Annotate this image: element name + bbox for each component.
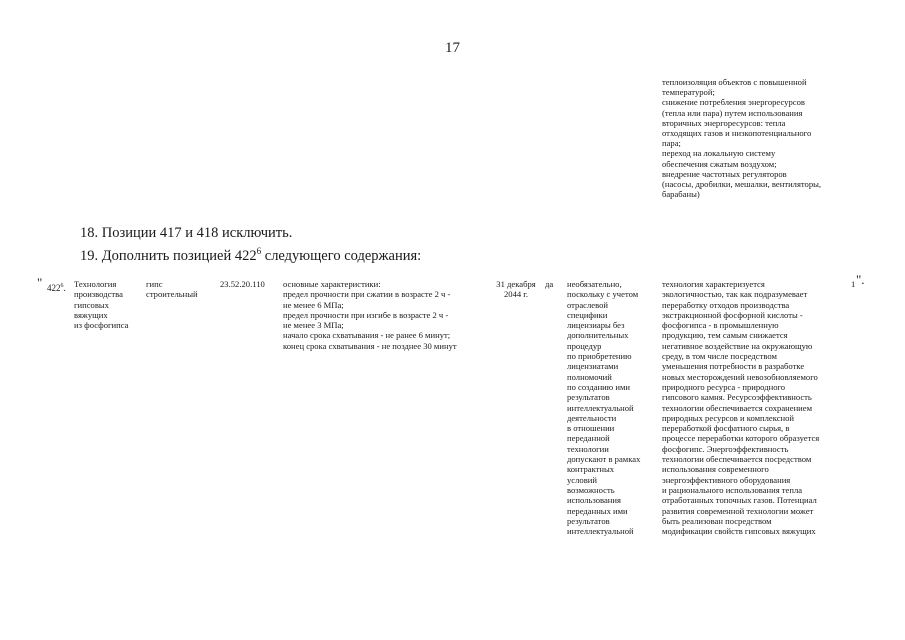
product-type-cell: гипс строительный <box>146 279 198 300</box>
technology-name-cell: Технология производства гипсовых вяжущих из фосфогипса <box>74 279 129 331</box>
date-cell: 31 декабря 2044 г. <box>496 279 536 300</box>
position-number-dot: . <box>63 283 66 293</box>
last-column-cell: 1 <box>851 279 856 289</box>
licensing-note-cell: необязательно, поскольку с учетом отраслевой специфики лицензиары без дополнительных процедур по приобретению лицензиатами полномочий по созданию ими результатов интеллектуальной деятельности в отношении переданной технологии допускают в рамках контрактных условий возможность использования переданных ими результатов интеллектуальной <box>567 279 641 537</box>
page-number: 17 <box>445 40 460 56</box>
position-number-superscript: 6 <box>60 283 64 289</box>
amendment-item-18: 18. Позиции 417 и 418 исключить. <box>80 225 293 241</box>
closing-quote: ". <box>856 272 865 287</box>
continuation-text: теплоизоляция объектов с повышенной температурой; снижение потребления энергоресурсов (тепла или пара) путем использования вторичных энергоресурсов: тепла отходящих газов и низкопотенциального пара; переход на локальную систему обеспечения сжатым воздухом; внедрение частотных регуляторов (насосы, дробилки, мешалки, вентиляторы, барабаны) <box>662 77 822 200</box>
amendment-item-19-prefix: 19. Дополнить позицией 422 <box>80 248 257 264</box>
position-number-value: 422 <box>47 283 61 293</box>
flag-cell: да <box>545 279 554 289</box>
description-cell: технология характеризуется экологичностью, так как подразумевает переработку отходов производства экстракционной фосфорной кислоты - фосфогипса - в промышленную продукцию, тем самым снижается негативное воздействие на окружающую среду, в том числе посредством уменьшения потребности в разработке новых месторождений невозобновляемого природного ресурса - природного гипсового камня. Ресурсоэффективность технологии обеспечивается сохранением природных ресурсов и комплексной переработкой фосфатного сырья, в процессе переработки которого образуется фосфогипс. Энергоэффективность технологии обеспечивается посредством использования современного энергоэффективного оборудования и рационального использования тепла отработанных топочных газов. Потенциал развития современной технологии может быть реализован посредством модификации свойств гипсовых вяжущих <box>662 279 820 537</box>
characteristics-cell: основные характеристики: предел прочности при сжатии в возрасте 2 ч - не менее 6 МПа; предел прочности при изгибе в возрасте 2 ч - не менее 3 МПа; начало срока схватывания - не ранее 6 минут; конец срока схватывания - не позднее 30 минут <box>283 279 457 351</box>
position-number <box>47 281 66 293</box>
okpd-code-cell: 23.52.20.110 <box>220 279 265 289</box>
amendment-item-19-suffix: следующего содержания: <box>261 248 422 264</box>
amendment-item-19 <box>80 242 421 265</box>
amendment-item-19-superscript: 6 <box>256 246 262 256</box>
opening-quote: " <box>37 275 43 290</box>
